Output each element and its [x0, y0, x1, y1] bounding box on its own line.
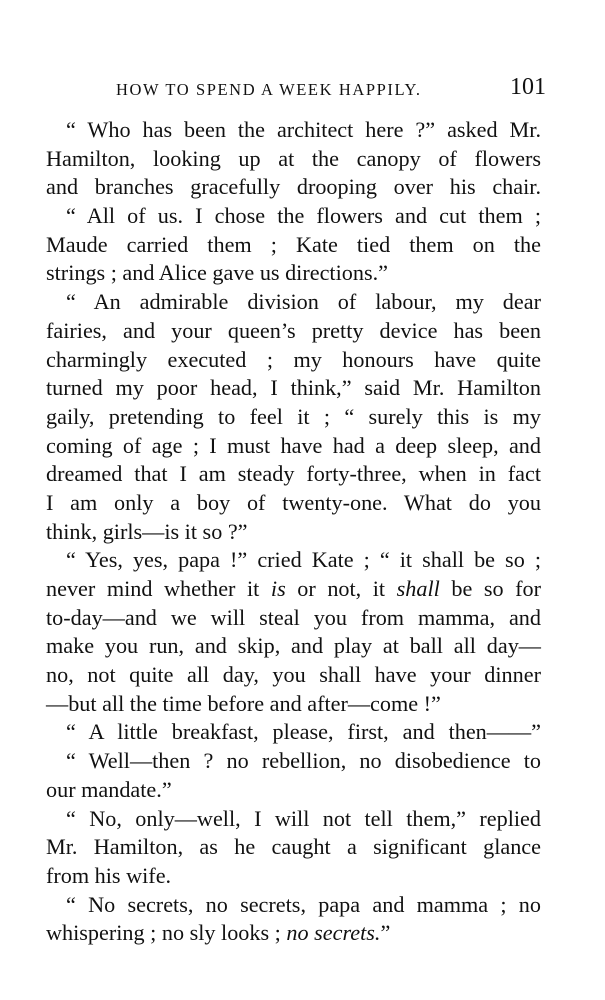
text-line: our mandate.”: [46, 776, 172, 802]
italic-word: is: [270, 576, 286, 601]
text-line: and branches gracefully drooping over his chair.: [46, 174, 541, 200]
text-line: Mr. Hamilton, as he caught a significant glance: [46, 834, 541, 860]
text-segment: whispering ; no sly looks ;: [46, 920, 281, 946]
text-line: [46, 575, 541, 604]
text-line: “ An admirable division of labour, my dear: [66, 289, 541, 315]
italic-word: shall: [396, 576, 440, 601]
text-line: “ A little breakfast, please, first, and then——”: [66, 719, 541, 745]
text-line: charmingly executed ; my honours have quite: [46, 346, 541, 372]
text-line: make you run, and skip, and play at ball all day—: [46, 633, 541, 659]
text-line: “ Yes, yes, papa !” cried Kate ; “ it shall be so ;: [66, 547, 541, 573]
running-head: [116, 74, 546, 104]
text-line: “ All of us. I chose the flowers and cut them ;: [66, 203, 541, 229]
text-line: strings ; and Alice gave us directions.”: [46, 260, 388, 286]
text-line: —but all the time before and after—come !”: [46, 690, 441, 716]
text-line: “ No secrets, no secrets, papa and mamma ; no: [66, 891, 541, 917]
body-text: [46, 116, 541, 948]
text-line: “ Well—then ? no rebellion, no disobedience to: [66, 748, 541, 774]
text-line: Maude carried them ; Kate tied them on the: [46, 231, 541, 257]
text-line: gaily, pretending to feel it ; “ surely this is my: [46, 403, 541, 429]
closing-quote: ”: [380, 920, 391, 946]
text-line: turned my poor head, I think,” said Mr. Hamilton: [46, 375, 541, 401]
italic-phrase: no secrets.: [286, 920, 381, 946]
text-line: I am only a boy of twenty-one. What do you: [46, 489, 541, 515]
text-line: from his wife.: [46, 862, 172, 888]
page-number: 101: [510, 74, 546, 100]
text-line: Hamilton, looking up at the canopy of flowers: [46, 145, 541, 171]
text-line: [46, 919, 541, 948]
text-line: “ Who has been the architect here ?” asked Mr.: [66, 117, 541, 142]
text-line: coming of age ; I must have had a deep sleep, and: [46, 432, 541, 458]
text-line: to-day—and we will steal you from mamma, and: [46, 604, 541, 630]
running-title: HOW TO SPEND A WEEK HAPPILY.: [116, 80, 422, 99]
text-segment: or not, it: [297, 576, 386, 601]
text-segment: be so for: [451, 576, 542, 601]
text-line: think, girls—is it so ?”: [46, 518, 248, 544]
text-line: fairies, and your queen’s pretty device has been: [46, 317, 541, 343]
text-line: no, not quite all day, you shall have your dinner: [46, 662, 541, 688]
text-line: dreamed that I am steady forty-three, when in fact: [46, 461, 541, 487]
text-segment: never mind whether it: [46, 576, 260, 601]
text-line: “ No, only—well, I will not tell them,” replied: [66, 805, 541, 831]
